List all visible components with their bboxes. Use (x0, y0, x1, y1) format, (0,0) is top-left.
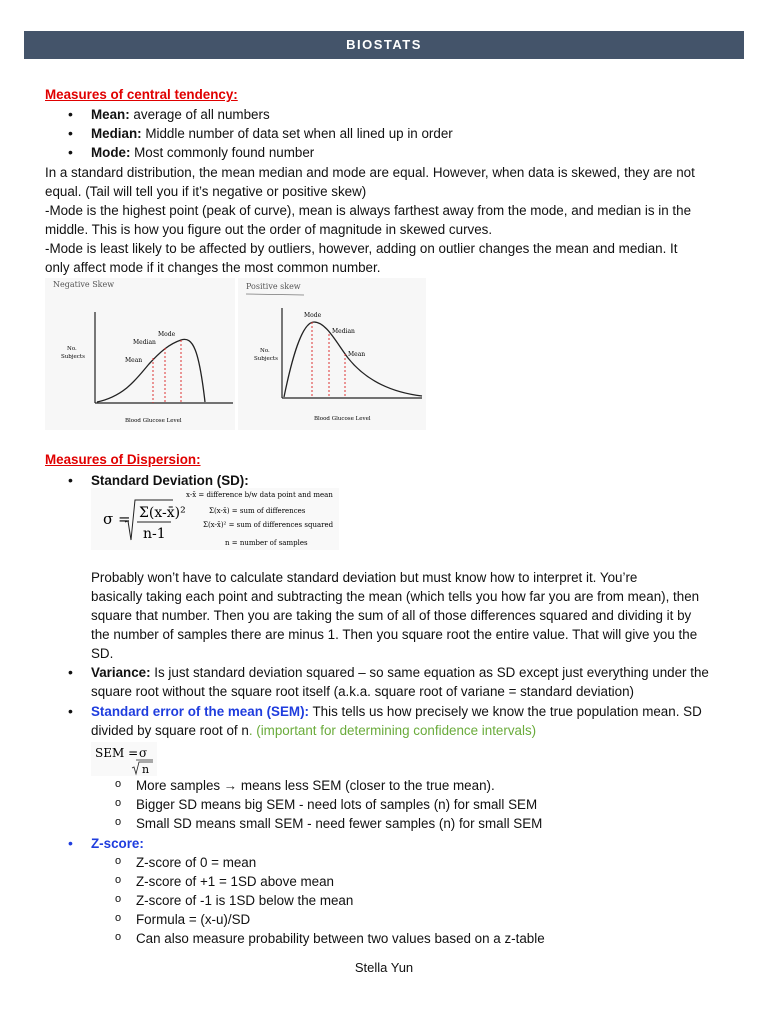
formula-note: Σ(x-x̄) = sum of differences (209, 507, 306, 515)
bullet-dot (68, 152, 76, 160)
sem-sub: Small SD means small SEM - need fewer samples (n) for small SEM (136, 816, 543, 831)
sem-formula-figure (91, 742, 157, 776)
sd-formula-figure (91, 488, 339, 550)
pos-fig-title: Positive skew (246, 282, 301, 291)
z-score-label: Z-score: (91, 836, 144, 851)
sub-bullet-icon: o (115, 874, 122, 886)
formula-denominator: n-1 (143, 526, 166, 542)
dispersion-heading: Measures of Dispersion: (45, 452, 201, 467)
z-sub: Z-score of 0 = mean (136, 855, 257, 870)
negative-skew-figure (45, 278, 235, 430)
para-line: middle. This is how you figure out the order of magnitude in skewed curves. (45, 222, 493, 237)
sub-bullet-icon: o (115, 931, 122, 943)
para-line: -Mode is least likely to be affected by outliers, however, adding on outlier changes the mean and median. It (45, 241, 678, 256)
sub-bullet-icon: o (115, 816, 122, 828)
sub-bullet-icon: o (115, 893, 122, 905)
sem-formula-lhs: SEM = (95, 746, 139, 760)
sem-line: Standard error of the mean (SEM): This tells us how precisely we know the true population mean. SD (91, 704, 702, 719)
ylabel-line2: Subjects (61, 354, 85, 360)
ylabel-line1: No. (67, 346, 77, 352)
sub-bullet-icon: o (115, 797, 122, 809)
formula-note: n = number of samples (225, 539, 308, 547)
para-line: -Mode is the highest point (peak of curve), mean is always farthest away from the mode, and median is in the (45, 203, 692, 218)
negative-skew-curve (97, 339, 205, 402)
bullet-dot (68, 480, 76, 488)
bullet-median: Median: Middle number of data set when all lined up in order (91, 126, 453, 141)
sem-formula-num: σ (139, 746, 148, 760)
sem-sub: Bigger SD means big SEM - need lots of samples (n) for small SEM (136, 797, 538, 812)
variance-line: Variance: Is just standard deviation squared – so same equation as SD except just everything under the (91, 665, 709, 680)
formula-note: x-x̄ = difference b/w data point and mean (186, 491, 333, 499)
sem-formula-den: n (142, 763, 150, 776)
variance-line-2: square root without the square root itself (a.k.a. square root of variane = standard deviation) (91, 684, 635, 699)
sd-para-line: SD. (91, 646, 114, 661)
positive-skew-figure (238, 278, 426, 430)
mode-label: Mode (304, 312, 322, 319)
page-title: BIOSTATS (24, 31, 744, 59)
bullet-dot (68, 843, 76, 851)
formula-lhs: σ = (103, 510, 131, 528)
title-underline (246, 294, 304, 295)
sd-para-line: Probably won’t have to calculate standard deviation but must know how to interpret it. You’re (91, 570, 638, 585)
sd-label: Standard Deviation (SD): (91, 473, 249, 488)
sd-para-line: the number of samples there are minus 1. Then you square root the entire value. That will give you the (91, 627, 698, 642)
para-line: In a standard distribution, the mean median and mode are equal. However, when data is skewed, they are not (45, 165, 695, 180)
formula-note: Σ(x-x̄)² = sum of differences squared (203, 521, 334, 529)
bullet-dot (68, 114, 76, 122)
ylabel-line1: No. (260, 348, 270, 354)
z-sub: Z-score of -1 is 1SD below the mean (136, 893, 354, 908)
central-tendency-heading: Measures of central tendency: (45, 87, 238, 102)
sub-bullet-icon: o (115, 855, 122, 867)
z-sub: Formula = (x-u)/SD (136, 912, 251, 927)
para-line: equal. (Tail will tell you if it’s negative or positive skew) (45, 184, 367, 199)
sem-line-2: divided by square root of n. (important for determining confidence intervals) (91, 723, 537, 738)
mean-label: Mean (125, 357, 143, 364)
sub-bullet-icon: o (115, 778, 122, 790)
sd-para-line: square that number. Then you are taking the sum of all of those differences squared and dividing it by (91, 608, 692, 623)
sem-sub: More samples → means less SEM (closer to the true mean). (136, 778, 495, 793)
z-sub: Can also measure probability between two values based on a z-table (136, 931, 545, 946)
mode-label: Mode (158, 331, 176, 338)
xlabel: Blood Glucose Level (125, 418, 182, 424)
bullet-dot (68, 133, 76, 141)
z-sub: Z-score of +1 = 1SD above mean (136, 874, 334, 889)
para-line: only affect mode if it changes the most common number. (45, 260, 381, 275)
page-footer: Stella Yun (354, 960, 414, 975)
mean-label: Mean (348, 351, 366, 358)
sd-para-line: basically taking each point and subtracting the mean (which tells you how far you are from mean), then (91, 589, 700, 604)
sub-bullet-icon: o (115, 912, 122, 924)
median-label: Median (332, 328, 355, 335)
ylabel-line2: Subjects (254, 356, 278, 362)
formula-numerator: Σ(x-x̄)² (139, 505, 186, 521)
neg-fig-title: Negative Skew (53, 280, 115, 289)
xlabel: Blood Glucose Level (314, 416, 371, 422)
bullet-mean: Mean: average of all numbers (91, 107, 270, 122)
bullet-mode: Mode: Most commonly found number (91, 145, 315, 160)
median-label: Median (133, 339, 156, 346)
bullet-dot (68, 711, 76, 719)
bullet-dot (68, 672, 76, 680)
